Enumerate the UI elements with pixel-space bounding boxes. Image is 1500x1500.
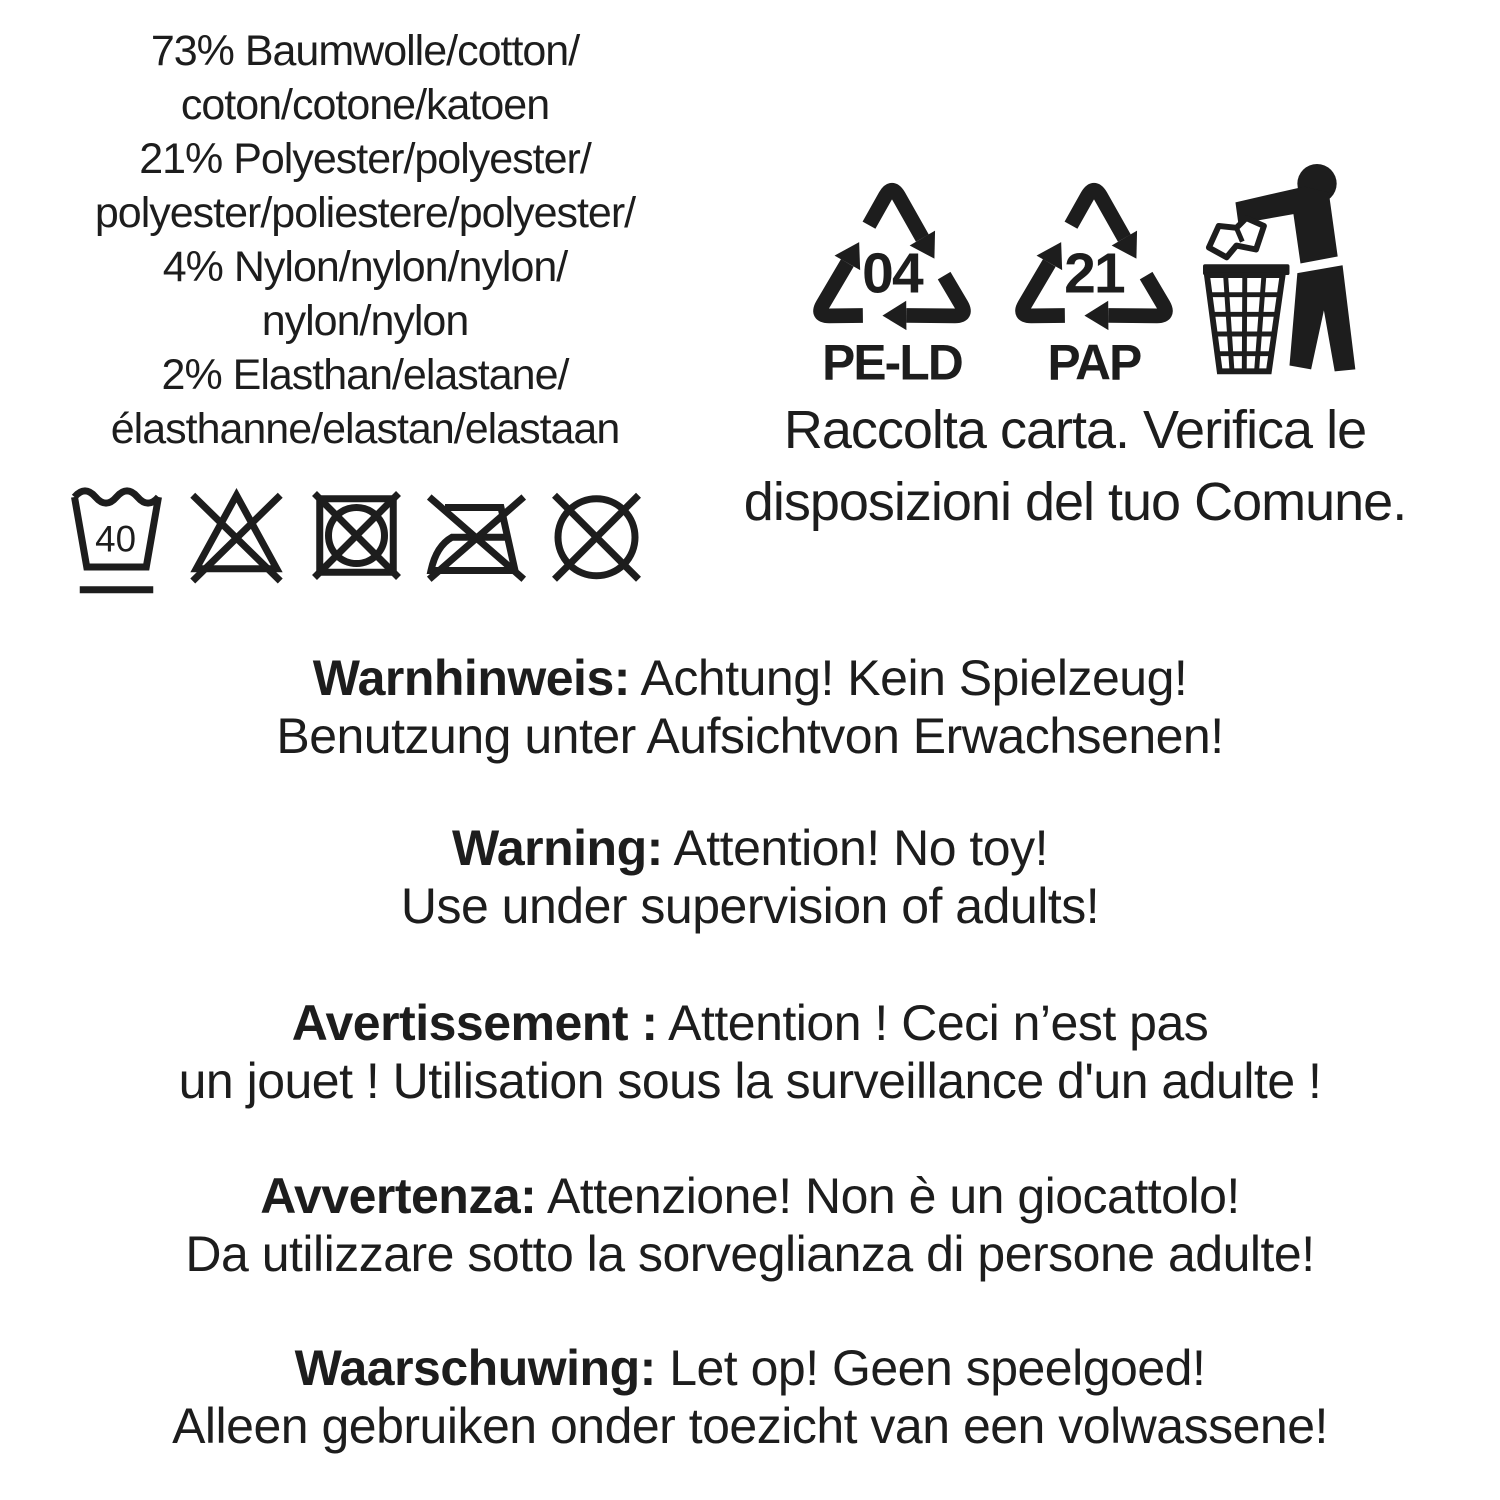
composition-line: 4% Nylon/nylon/nylon/ — [162, 243, 568, 291]
recycling-plastic-icon — [800, 170, 984, 391]
tidyman-dispose-icon — [1203, 163, 1375, 379]
warning-german — [0, 649, 1500, 765]
warning-italian — [0, 1167, 1500, 1283]
paper-collection-note — [665, 394, 1485, 538]
warning-lead: Warnhinweis: — [312, 650, 630, 706]
warning-text: Attention! No toy! — [673, 820, 1048, 876]
fabric-composition — [45, 24, 685, 456]
note-line: Raccolta carta. Verifica le — [783, 400, 1367, 460]
resin-code: 04 — [862, 241, 922, 306]
do-not-iron-icon — [424, 481, 529, 604]
warning-dutch — [0, 1339, 1500, 1455]
warning-line — [0, 649, 1500, 707]
cross-out — [555, 495, 639, 579]
composition-line: polyester/poliestere/polyester/ — [94, 189, 636, 237]
basket-vertical-mesh — [1226, 275, 1264, 371]
do-not-tumble-dry-icon — [304, 481, 409, 604]
composition-line: 21% Polyester/polyester/ — [139, 135, 591, 183]
warning-line — [0, 994, 1500, 1052]
warning-line — [0, 819, 1500, 877]
warning-text: Attenzione! Non è un giocattolo! — [546, 1168, 1240, 1224]
material-abbreviation: PAP — [1047, 334, 1141, 391]
warning-english — [0, 819, 1500, 935]
warning-text: Attention ! Ceci n’est pas — [668, 995, 1209, 1051]
wash-water-wave — [75, 491, 159, 503]
warning-lead: Avvertenza: — [260, 1168, 537, 1224]
warning-lead: Waarschuwing: — [294, 1340, 656, 1396]
warning-line: un jouet ! Utilisation sous la surveillance d'un adulte ! — [178, 1053, 1322, 1109]
warning-line — [0, 1339, 1500, 1397]
composition-line: nylon/nylon — [261, 297, 469, 345]
warning-line: Benutzung unter Aufsichtvon Erwachsenen! — [276, 708, 1224, 764]
warning-line: Use under supervision of adults! — [400, 878, 1100, 934]
do-not-dry-clean-icon — [544, 481, 649, 604]
note-line: disposizioni del tuo Comune. — [743, 472, 1407, 532]
warning-line: Da utilizzare sotto la sorveglianza di persone adulte! — [185, 1226, 1315, 1282]
resin-code: 21 — [1064, 241, 1124, 306]
composition-line: 73% Baumwolle/cotton/ — [150, 27, 580, 75]
tidyman-legs — [1289, 265, 1355, 371]
warning-french — [0, 994, 1500, 1110]
composition-line: 2% Elasthan/elastane/ — [161, 351, 569, 399]
wash-temperature: 40 — [95, 518, 137, 560]
composition-line: élasthanne/elastan/elastaan — [110, 405, 620, 453]
do-not-bleach-icon — [184, 481, 289, 604]
wash-40-mild-icon — [64, 481, 169, 604]
warning-text: Let op! Geen speelgoed! — [669, 1340, 1206, 1396]
warning-line — [0, 1167, 1500, 1225]
warning-line: Alleen gebruiken onder toezicht van een volwassene! — [172, 1398, 1328, 1454]
warning-text: Achtung! Kein Spielzeug! — [640, 650, 1188, 706]
waste-basket — [1203, 264, 1289, 371]
waste-paper — [1209, 218, 1264, 257]
care-symbols-row — [64, 481, 649, 604]
material-abbreviation: PE-LD — [822, 334, 962, 391]
warning-lead: Warning: — [452, 820, 663, 876]
warning-lead: Avertissement : — [291, 995, 658, 1051]
composition-line: coton/cotone/katoen — [180, 81, 550, 129]
recycling-paper-icon — [1002, 170, 1186, 391]
